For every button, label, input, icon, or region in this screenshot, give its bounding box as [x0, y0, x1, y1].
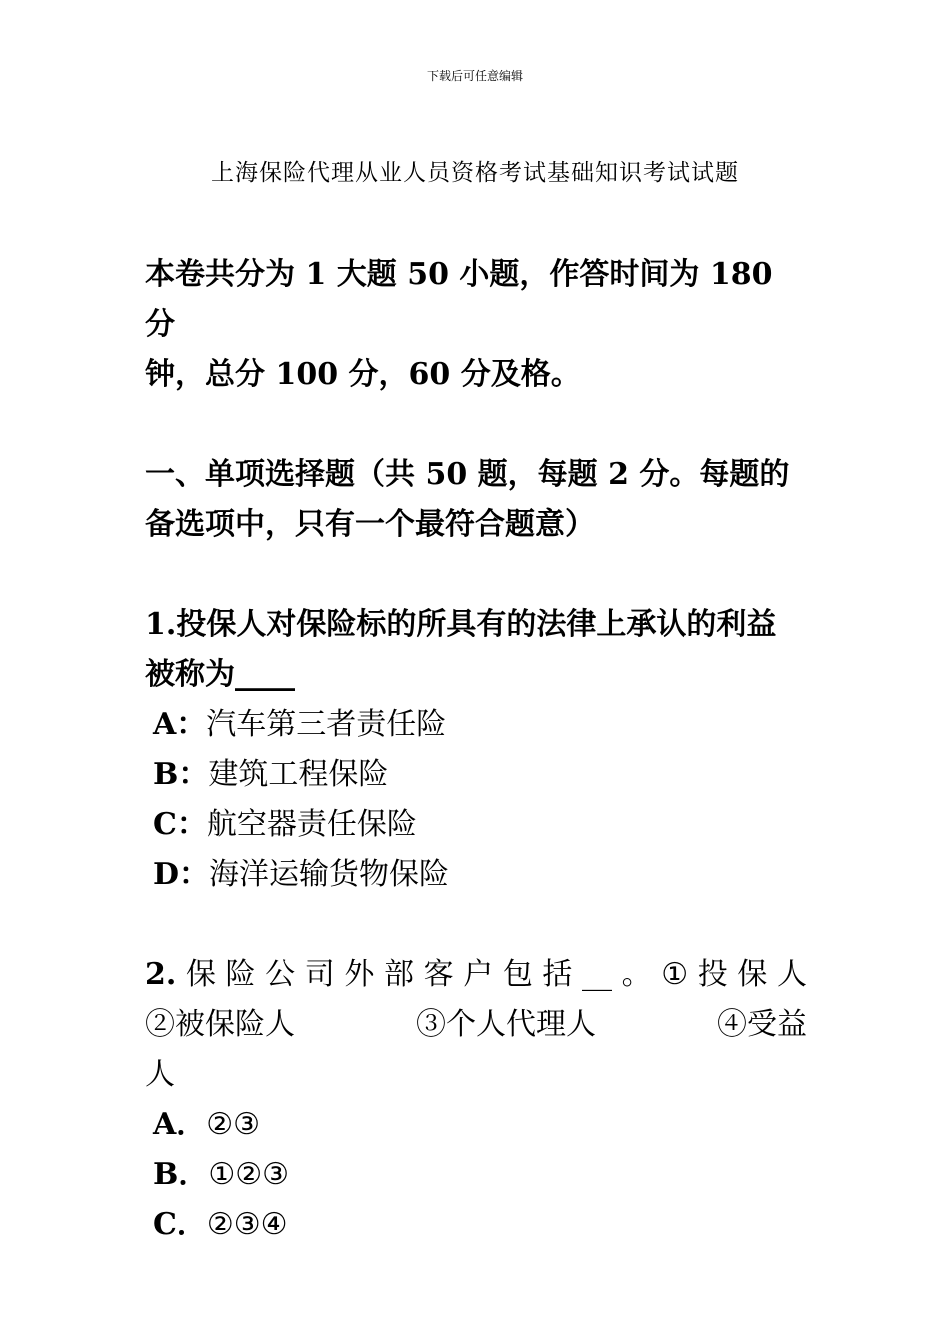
q2-char: 客	[423, 957, 454, 992]
q2-char: 投	[697, 957, 728, 992]
question-1-option-d	[145, 850, 807, 900]
q2-char: 保	[185, 957, 216, 992]
question-1-line-2: 被称为____	[145, 657, 295, 692]
option-text: ①②③	[208, 1157, 290, 1192]
q2-blank: __	[582, 957, 613, 992]
intro-paragraph	[145, 250, 807, 400]
q2-char: 公	[265, 957, 296, 992]
document-body	[145, 250, 807, 1250]
option-letter: B．	[153, 1157, 209, 1192]
option-letter: C．	[153, 1207, 207, 1242]
q2-item-4: ④受益	[717, 1007, 807, 1042]
q2-char: 险	[225, 957, 256, 992]
question-2	[145, 950, 807, 1250]
option-letter: A：	[153, 707, 207, 742]
option-letter: D：	[153, 857, 210, 892]
option-text: 海洋运输货物保险	[209, 857, 450, 892]
option-text: ②③④	[206, 1207, 288, 1242]
question-1-line-1: 1.投保人对保险标的所具有的法律上承认的利益	[145, 607, 777, 642]
header-note: 下载后可任意编辑	[426, 69, 523, 83]
option-text: ②③	[206, 1107, 261, 1142]
option-text: 汽车第三者责任险	[206, 707, 447, 742]
section-line-1: 一、单项选择题（共 50 题，每题 2 分。每题的	[145, 457, 790, 492]
question-2-option-a	[145, 1100, 807, 1150]
section-heading	[145, 450, 807, 550]
question-1-option-b	[145, 750, 807, 800]
q2-char: 保	[737, 957, 768, 992]
question-2-line-2	[145, 1000, 807, 1050]
q2-char: 。	[621, 957, 652, 992]
q2-char: 包	[502, 957, 533, 992]
spacer	[145, 900, 807, 950]
question-2-line-1	[145, 950, 807, 1000]
question-2-option-c	[145, 1200, 807, 1250]
option-letter: B：	[153, 757, 209, 792]
question-1-option-c	[145, 800, 807, 850]
option-text: 航空器责任保险	[206, 807, 417, 842]
question-2-option-b	[145, 1150, 807, 1200]
question-1-option-a	[145, 700, 807, 750]
q2-char: 2.	[145, 957, 177, 992]
spacer	[145, 550, 807, 600]
intro-line-2: 钟，总分 100 分，60 分及格。	[145, 357, 581, 392]
q2-char: 户	[463, 957, 494, 992]
option-letter: A．	[153, 1107, 207, 1142]
question-1	[145, 600, 807, 900]
intro-line-1: 本卷共分为 1 大题 50 小题，作答时间为 180 分	[145, 257, 773, 342]
q2-char: 部	[383, 957, 414, 992]
q2-char: ①	[661, 957, 689, 992]
q2-item-2: ②被保险人	[145, 1007, 295, 1042]
option-letter: C：	[153, 807, 207, 842]
document-title: 上海保险代理从业人员资格考试基础知识考试试题	[211, 160, 739, 186]
question-2-line-3: 人	[145, 1057, 175, 1092]
q2-char: 人	[776, 957, 807, 992]
option-text: 建筑工程保险	[208, 757, 389, 792]
section-line-2: 备选项中，只有一个最符合题意）	[145, 507, 595, 542]
spacer	[145, 400, 807, 450]
q2-char: 括	[542, 957, 573, 992]
q2-item-3: ③个人代理人	[416, 1007, 596, 1042]
q2-char: 司	[304, 957, 335, 992]
q2-char: 外	[344, 957, 375, 992]
